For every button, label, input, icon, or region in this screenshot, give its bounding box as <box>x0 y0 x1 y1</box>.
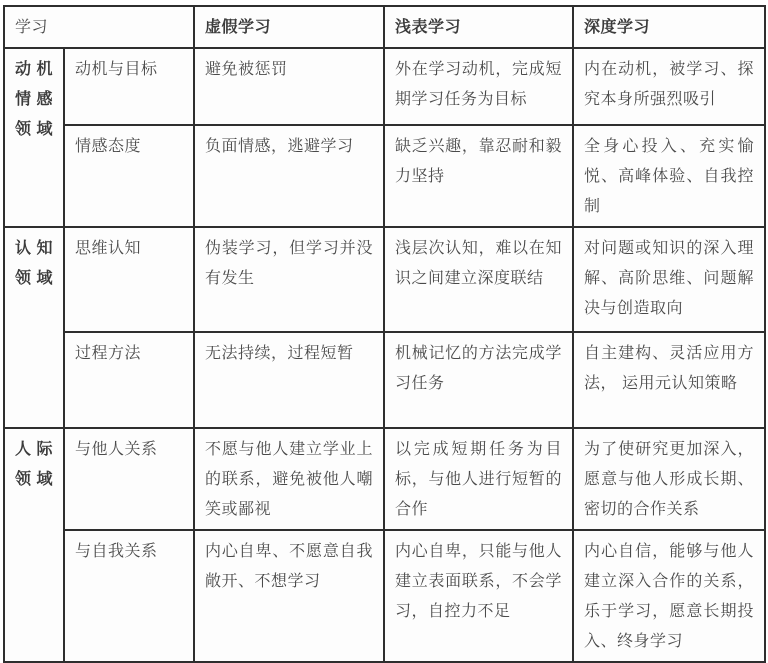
category-cell: 与他人关系 <box>64 428 194 530</box>
table-row-emotion-attitude <box>4 125 765 227</box>
learning-comparison-table-container <box>3 5 766 663</box>
table-row-process-method <box>4 332 765 428</box>
category-cell: 情感态度 <box>64 125 194 227</box>
group-label-line: 认 知 <box>15 240 53 257</box>
header-cell-shallow-learning: 浅表学习 <box>384 6 573 48</box>
cell-deep: 内在动机，被学习、探究本身所强烈吸引 <box>573 48 765 125</box>
cell-shallow: 外在学习动机，完成短期学习任务为目标 <box>384 48 573 125</box>
header-cell-deep-learning: 深度学习 <box>573 6 765 48</box>
group-cell-interpersonal-domain <box>4 428 64 662</box>
category-cell: 过程方法 <box>64 332 194 428</box>
table-row-motivation-goal <box>4 48 765 125</box>
cell-deep: 全身心投入、充实愉悦、高峰体验、自我控制 <box>573 125 765 227</box>
cell-shallow: 浅层次认知，难以在知识之间建立深度联结 <box>384 227 573 332</box>
group-label-line: 人 际 <box>15 441 53 458</box>
cell-shallow: 内心自卑，只能与他人建立表面联系，不会学习，自控力不足 <box>384 530 573 662</box>
cell-fake: 伪装学习，但学习并没有发生 <box>194 227 384 332</box>
group-label-line: 领域 <box>15 270 53 287</box>
cell-fake: 无法持续，过程短暂 <box>194 332 384 428</box>
cell-deep: 对问题或知识的深入理解、高阶思维、问题解决与创造取向 <box>573 227 765 332</box>
group-label-line: 动 机 <box>15 61 53 78</box>
group-cell-cognitive-domain <box>4 227 64 428</box>
category-cell: 思维认知 <box>64 227 194 332</box>
cell-fake: 负面情感，逃避学习 <box>194 125 384 227</box>
group-label-line: 领域 <box>15 121 53 138</box>
cell-shallow: 以完成短期任务为目标，与他人进行短暂的合作 <box>384 428 573 530</box>
cell-deep: 自主建构、灵活应用方法， 运用元认知策略 <box>573 332 765 428</box>
category-cell: 动机与目标 <box>64 48 194 125</box>
table-row-relationship-with-others <box>4 428 765 530</box>
group-cell-motivation-emotion-domain <box>4 48 64 227</box>
cell-deep: 为了使研究更加深入，愿意与他人形成长期、密切的合作关系 <box>573 428 765 530</box>
cell-fake: 内心自卑、不愿意自我敞开、不想学习 <box>194 530 384 662</box>
cell-deep: 内心自信，能够与他人建立深入合作的关系，乐于学习，愿意长期投入、终身学习 <box>573 530 765 662</box>
table-row-thinking-cognition <box>4 227 765 332</box>
header-cell-learning: 学习 <box>4 6 194 48</box>
learning-comparison-table <box>3 5 766 663</box>
header-row <box>4 6 765 48</box>
cell-shallow: 机械记忆的方法完成学习任务 <box>384 332 573 428</box>
cell-fake: 避免被惩罚 <box>194 48 384 125</box>
cell-shallow: 缺乏兴趣，靠忍耐和毅力坚持 <box>384 125 573 227</box>
category-cell: 与自我关系 <box>64 530 194 662</box>
table-row-relationship-with-self <box>4 530 765 662</box>
group-label-line: 情 感 <box>15 91 53 108</box>
group-label-line: 领域 <box>15 471 53 488</box>
cell-fake: 不愿与他人建立学业上的联系，避免被他人嘲笑或鄙视 <box>194 428 384 530</box>
header-cell-fake-learning: 虚假学习 <box>194 6 384 48</box>
